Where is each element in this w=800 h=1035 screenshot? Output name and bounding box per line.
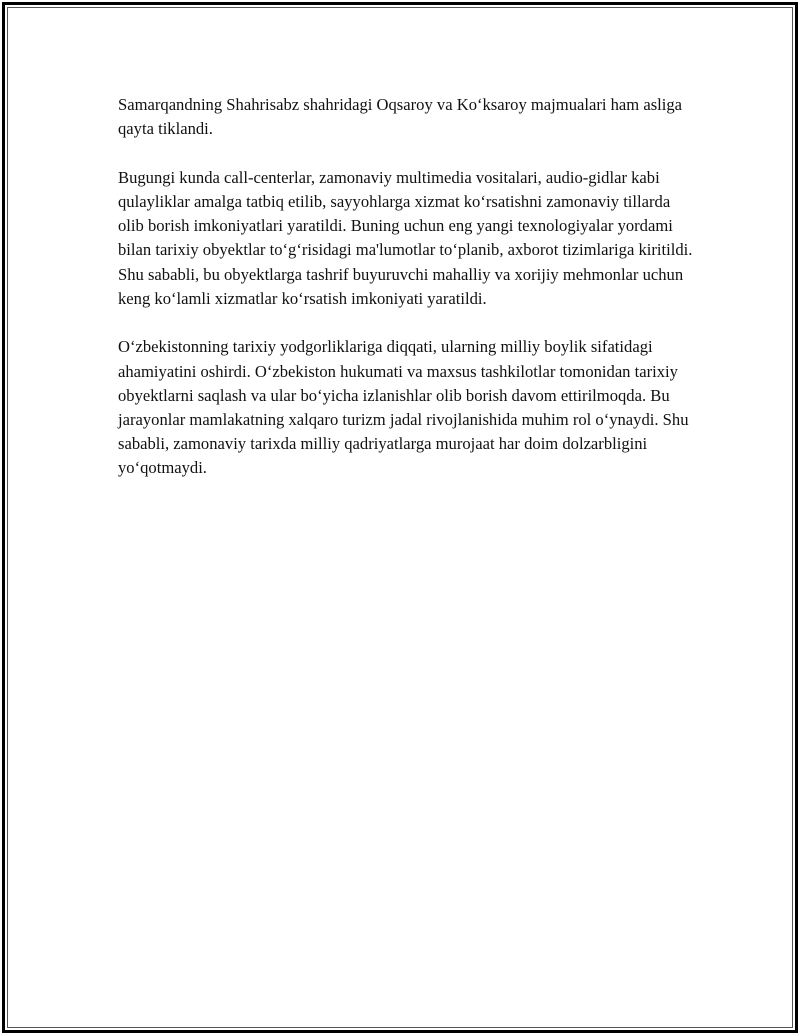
paragraph-1: Samarqandning Shahrisabz shahridagi Oqsaroy va Ko‘ksaroy majmualari ham asliga qayta tiklandi. <box>118 95 683 139</box>
document-body <box>118 93 698 481</box>
paragraph-3: O‘zbekistonning tarixiy yodgorliklariga diqqati, ularning milliy boylik sifatidagi ahamiyatini oshirdi. O‘zbekiston hukumati va maxsus tashkilotlar tomonidan tarixiy obyektlarni saqlash va ular bo‘yicha izlanishlar olib borish davom ettirilmoqda. Bu jarayonlar mamlakatning xalqaro turizm jadal rivojlanishida muhim rol o‘ynaydi. Shu sababli, zamonaviy tarixda milliy qadriyatlarga murojaat har doim dolzarbligini yo‘qotmaydi. <box>118 337 689 478</box>
paragraph-2: Bugungi kunda call-centerlar, zamonaviy multimedia vositalari, audio-gidlar kabi qulayliklar amalga tatbiq etilib, sayyohlarga xizmat ko‘rsatishni zamonaviy tillarda olib borish imkoniyatlari yaratildi. Buning uchun eng yangi texnologiyalar yordami bilan tarixiy obyektlar to‘g‘risidagi ma'lumotlar to‘planib, axborot tizimlariga kiritildi. Shu sababli, bu obyektlarga tashrif buyuruvchi mahalliy va xorijiy mehmonlar uchun keng ko‘lamli xizmatlar ko‘rsatish imkoniyati yaratildi. <box>118 167 693 308</box>
